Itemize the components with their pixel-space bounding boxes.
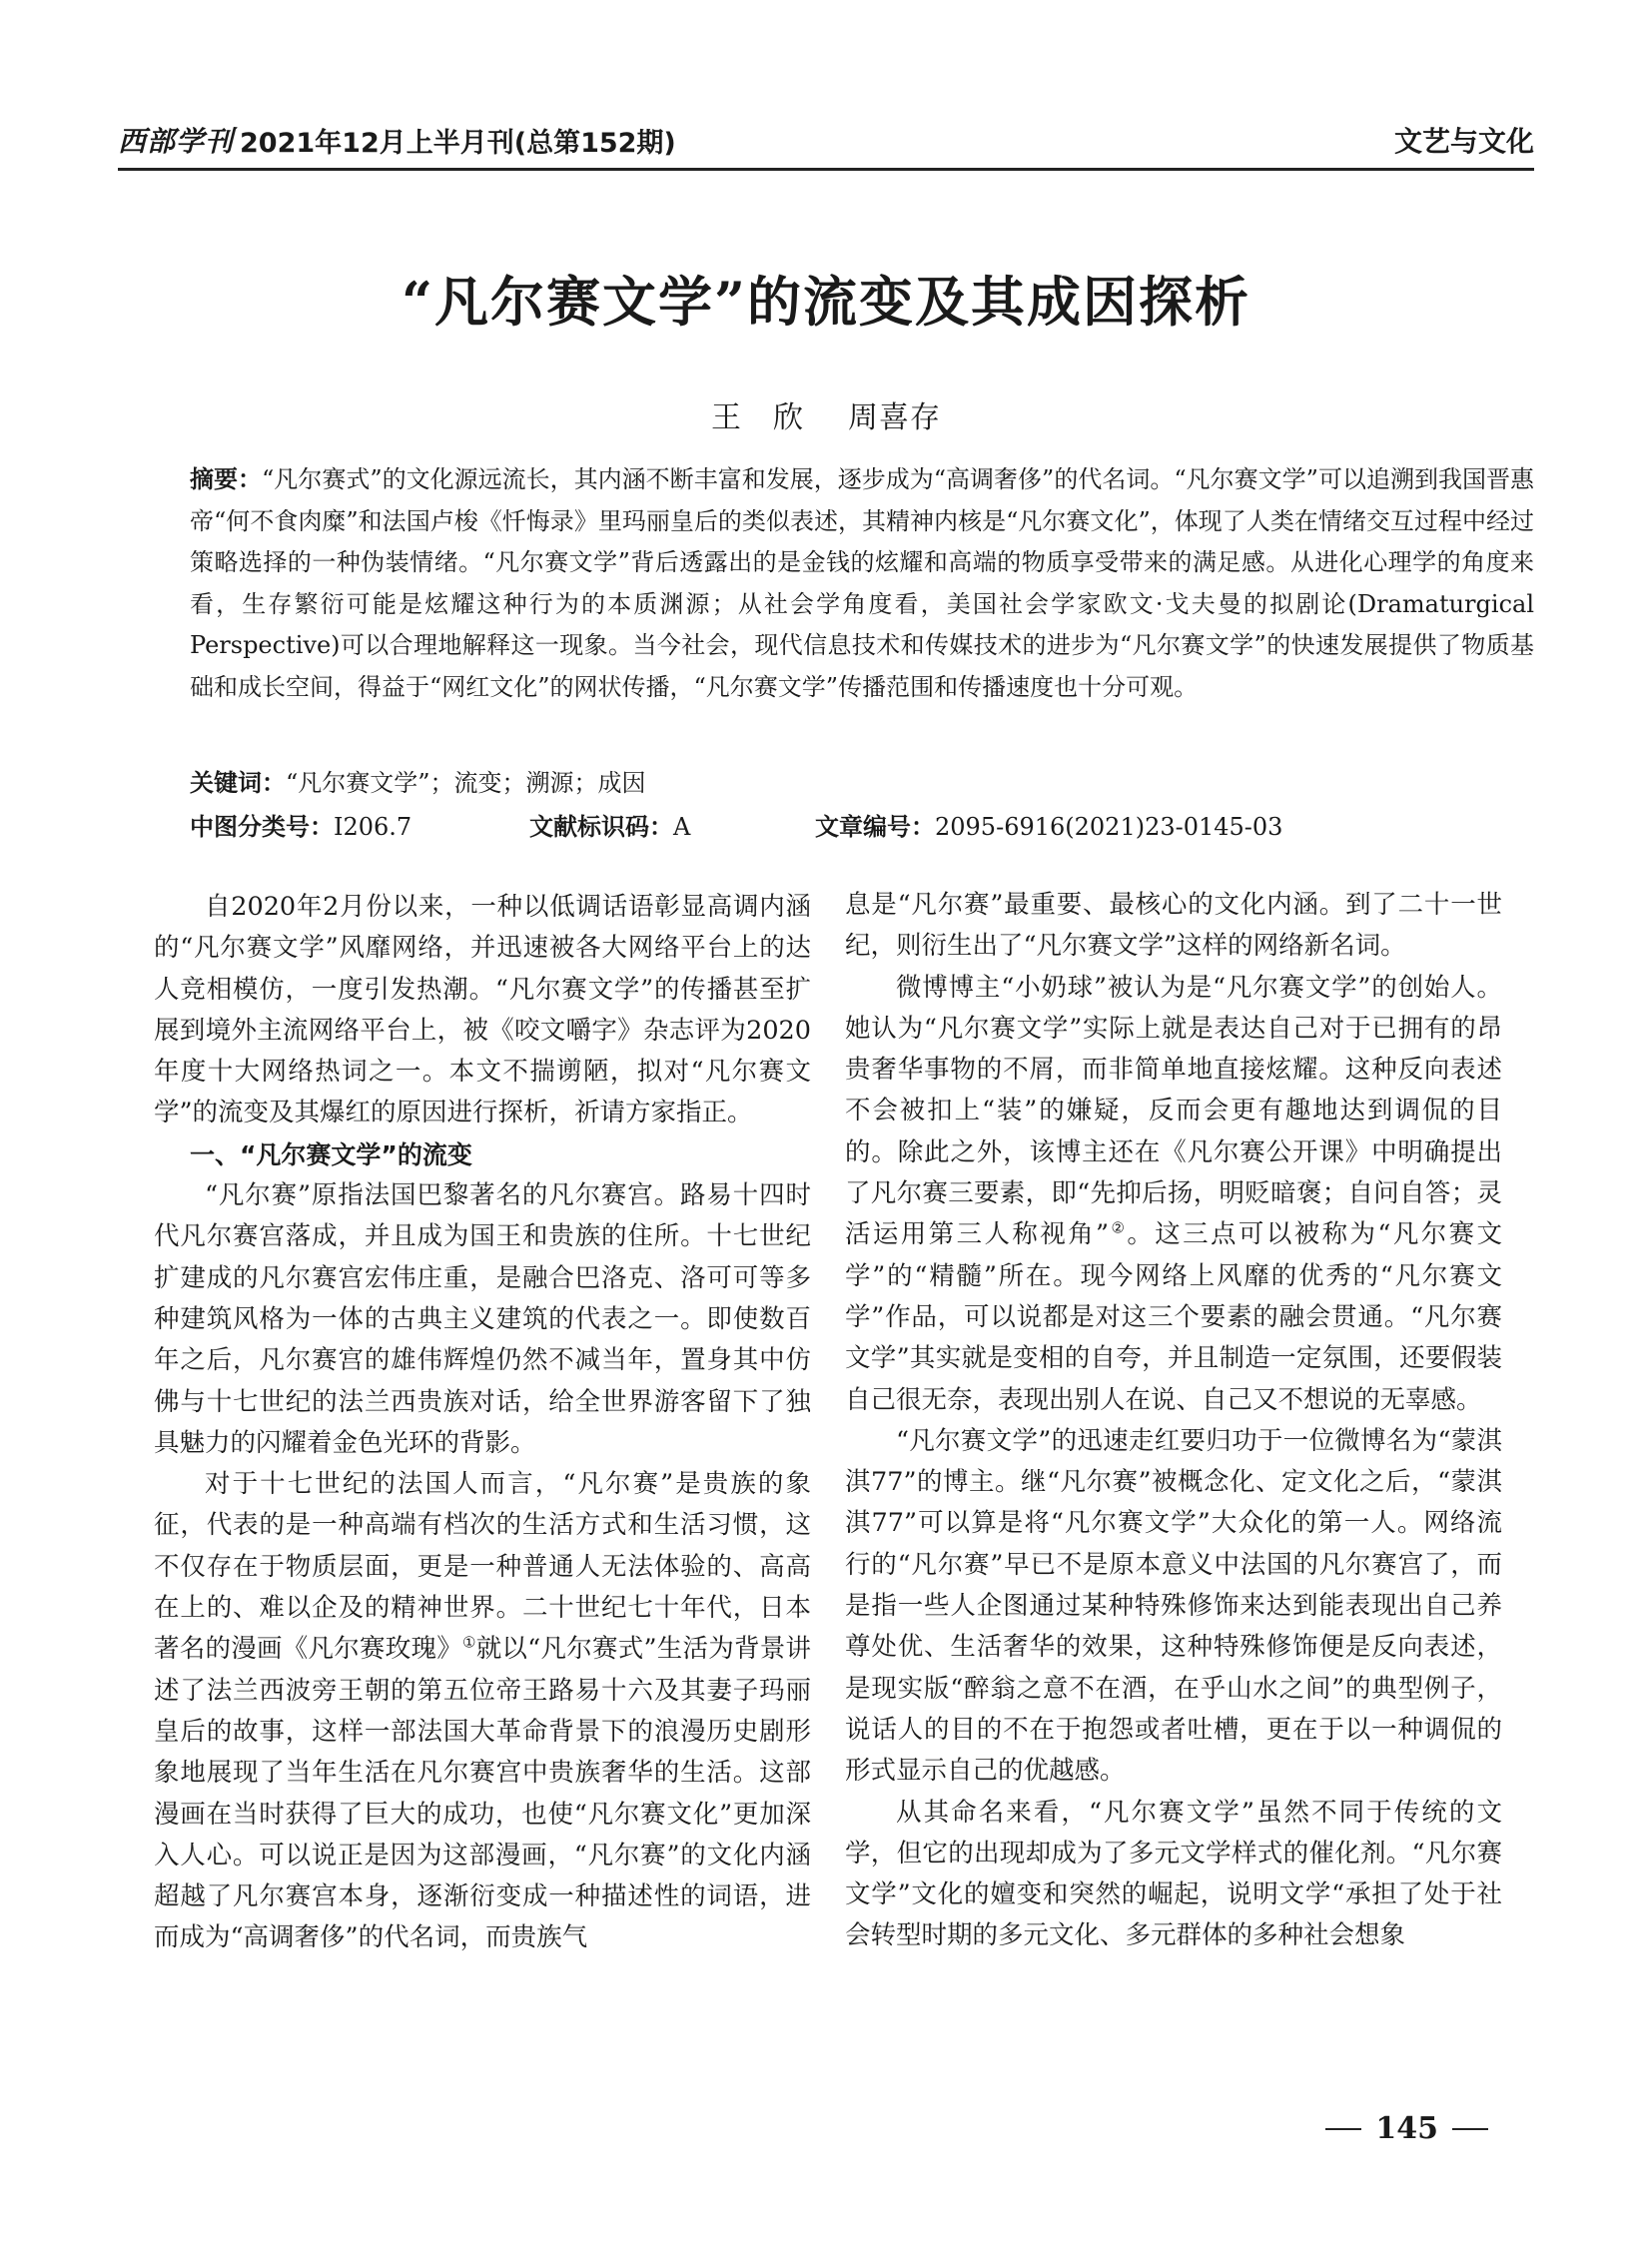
keywords (190, 763, 646, 798)
body-paragraph (845, 968, 1502, 1421)
journal-logo: 西部学刊 (118, 125, 235, 158)
paragraph-text: 微博博主“小奶球”被认为是“凡尔赛文学”的创始人。她认为“凡尔赛文学”实际上就是表达自己对于已拥有的昂贵奢华事物的不屑，而非简单地直接炫耀。这种反向表述不会被扣上“装”的嫌疑，反而会更有趣地达到调侃的目的。除此之外，该博主还在《凡尔赛公开课》中明确提出了凡尔赛三要素，即“先抑后扬，明贬暗褒；自问自答；灵活运用第三人称视角” (845, 972, 1502, 1250)
section-heading: 一、“凡尔赛文学”的流变 (190, 1139, 472, 1169)
footnote-ref: ② (1109, 1218, 1128, 1237)
keywords-label: 关键词： (190, 769, 286, 797)
body-paragraph: 从其命名来看，“凡尔赛文学”虽然不同于传统的文学，但它的出现却成为了多元文学样式的催化剂。“凡尔赛文学”文化的嬗变和突然的崛起，说明文学“承担了处于社会转型时期的多元文化、多元群体的多种社会想象 (845, 1797, 1502, 1951)
article-label: 文章编号： (815, 813, 935, 841)
page-number: 145 (1375, 2111, 1438, 2146)
issue-info: 2021年12月上半月刊(总第152期) (240, 128, 676, 159)
body-paragraph: 息是“凡尔赛”最重要、最核心的文化内涵。到了二十一世纪，则衍生出了“凡尔赛文学”这样的网络新名词。 (845, 890, 1502, 962)
dash-decoration (1325, 2128, 1361, 2130)
abstract (190, 459, 1534, 708)
keywords-text: “凡尔赛文学”；流变；溯源；成因 (286, 769, 646, 797)
paragraph-text: 对于十七世纪的法国人而言，“凡尔赛”是贵族的象征，代表的是一种高端有档次的生活方式和生活习惯，这不仅存在于物质层面，更是一种普通人无法体验的、高高在上的、难以企及的精神世界。二十世纪七十年代，日本著名的漫画《凡尔赛玫瑰》 (154, 1469, 811, 1665)
abstract-text: “凡尔赛式”的文化源远流长，其内涵不断丰富和发展，逐步成为“高调奢侈”的代名词。“凡尔赛文学”可以追溯到我国晋惠帝“何不食肉糜”和法国卢梭《忏悔录》里玛丽皇后的类似表述，其精神内核是“凡尔赛文化”，体现了人类在情绪交互过程中经过策略选择的一种伪装情绪。“凡尔赛文学”背后透露出的是金钱的炫耀和高端的物质享受带来的满足感。从进化心理学的角度来看，生存繁衍可能是炫耀这种行为的本质渊源；从社会学角度看，美国社会学家欧文·戈夫曼的拟剧论(Dramaturgical Perspective)可以合理地解释这一现象。当今社会，现代信息技术和传媒技术的进步为“凡尔赛文学”的快速发展提供了物质基础和成长空间，得益于“网红文化”的网状传播，“凡尔赛文学”传播范围和传播速度也十分可观。 (190, 465, 1535, 701)
article-title: “凡尔赛文学”的流变及其成因探析 (401, 270, 1251, 334)
paragraph-text: 。这三点可以被称为“凡尔赛文学”的“精髓”所在。现今网络上风靡的优秀的“凡尔赛文学”作品，可以说都是对这三个要素的融会贯通。“凡尔赛文学”其实就是变相的自夸，并且制造一定氛围，还要假装自己很无奈，表现出别人在说、自己又不想说的无辜感。 (845, 1219, 1503, 1415)
article-value: 2095-6916(2021)23-0145-03 (935, 813, 1283, 841)
doc-label: 文献标识码： (529, 813, 673, 841)
clc-value: I206.7 (334, 813, 413, 841)
body-column-right (845, 885, 1502, 1957)
doc-code (529, 807, 690, 842)
article-number (815, 807, 1282, 842)
author-name: 周喜存 (848, 400, 941, 435)
doc-value: A (673, 813, 691, 841)
header-left (118, 120, 676, 168)
clc-label: 中图分类号： (190, 813, 334, 841)
authors (0, 392, 1652, 436)
clc-number (190, 807, 412, 842)
dash-decoration (1452, 2128, 1488, 2130)
body-column-left (154, 887, 811, 1959)
running-header (118, 110, 1534, 171)
body-paragraph: “凡尔赛文学”的迅速走红要归功于一位微博名为“蒙淇淇77”的博主。继“凡尔赛”被概念化、定文化之后，“蒙淇淇77”可以算是将“凡尔赛文学”大众化的第一人。网络流行的“凡尔赛”早已不是原本意义中法国的凡尔赛宫了，而是指一些人企图通过某种特殊修饰来达到能表现出自己养尊处优、生活奢华的效果，这种特殊修饰便是反向表述，是现实版“醉翁之意不在酒，在乎山水之间”的典型例子，说话人的目的不在于抱怨或者吐槽，更在于以一种调侃的形式显示自己的优越感。 (845, 1425, 1502, 1787)
page-footer (1311, 2111, 1502, 2146)
classification-line (190, 807, 1534, 841)
abstract-label: 摘要： (190, 465, 263, 493)
author-name: 王 欣 (711, 400, 804, 435)
body-paragraph (154, 1464, 811, 1959)
body-paragraph: 自2020年2月份以来，一种以低调话语彰显高调内涵的“凡尔赛文学”风靡网络，并迅速被各大网络平台上的达人竞相模仿，一度引发热潮。“凡尔赛文学”的传播甚至扩展到境外主流网络平台上，被《咬文嚼字》杂志评为2020年度十大网络热词之一。本文不揣谫陋，拟对“凡尔赛文学”的流变及其爆红的原因进行探析，祈请方家指正。 (154, 892, 811, 1128)
footnote-ref: ① (461, 1633, 476, 1652)
section-name: 文艺与文化 (1393, 125, 1534, 158)
body-paragraph: “凡尔赛”原指法国巴黎著名的凡尔赛宫。路易十四时代凡尔赛宫落成，并且成为国王和贵族的住所。十七世纪扩建成的凡尔赛宫宏伟庄重，是融合巴洛克、洛可可等多种建筑风格为一体的古典主义建筑的代表之一。即使数百年之后，凡尔赛宫的雄伟辉煌仍然不减当年，置身其中仿佛与十七世纪的法兰西贵族对话，给全世界游客留下了独具魅力的闪耀着金色光环的背影。 (154, 1180, 811, 1458)
paragraph-text: 就以“凡尔赛式”生活为背景讲述了法兰西波旁王朝的第五位帝王路易十六及其妻子玛丽皇后的故事，这样一部法国大革命背景下的浪漫历史剧形象地展现了当年生活在凡尔赛宫中贵族奢华的生活。这部漫画在当时获得了巨大的成功，也使“凡尔赛文化”更加深入人心。可以说正是因为这部漫画，“凡尔赛”的文化内涵超越了凡尔赛宫本身，逐渐衍变成一种描述性的词语，进而成为“高调奢侈”的代名词，而贵族气 (154, 1634, 811, 1953)
